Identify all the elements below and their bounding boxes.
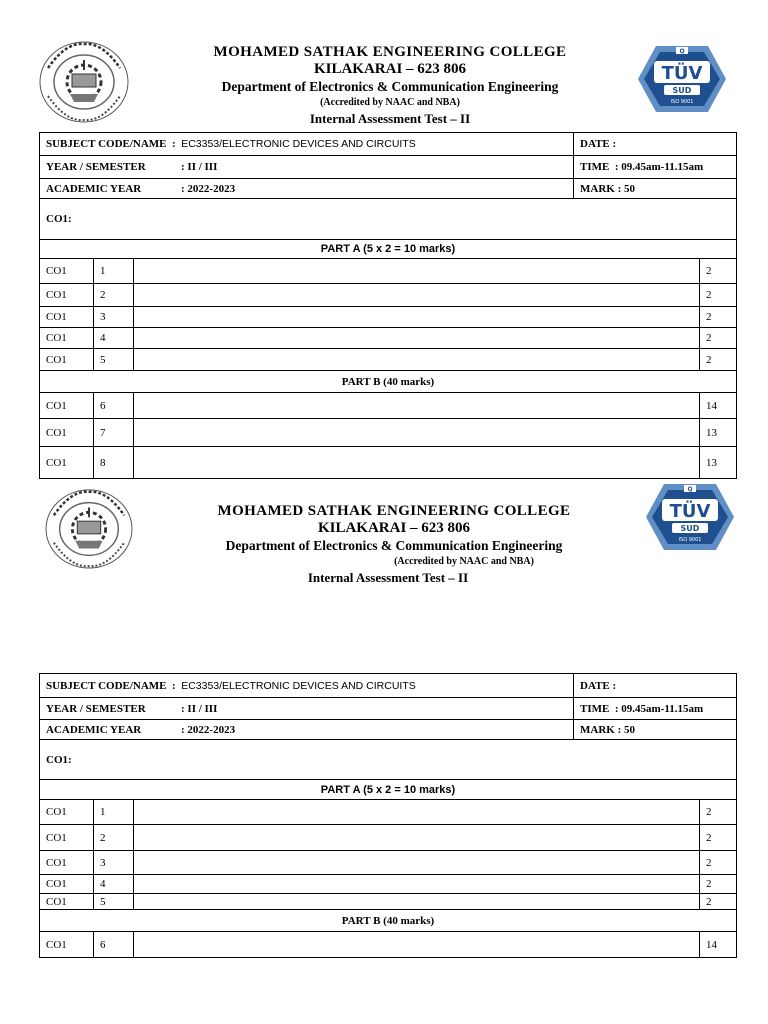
co-code: CO1 [40,307,94,328]
year-label: YEAR / SEMESTER [46,161,146,173]
year-cell [40,156,574,179]
year-label: YEAR / SEMESTER [46,702,146,715]
table-row [40,894,737,910]
table-row [40,419,737,447]
time-value: : 09.45am-11.15am [614,161,704,173]
co-cell: CO1: [40,199,737,240]
question-text [134,932,700,958]
part-a-title: PART A (5 x 2 = 10 marks) [40,780,737,800]
co-code: CO1 [40,932,94,958]
svg-text:ISO 9001: ISO 9001 [670,99,694,105]
question-marks: 2 [700,875,737,894]
question-text [134,419,700,447]
time-label: TIME [580,161,610,173]
date-cell: DATE : [574,674,737,698]
question-number: 6 [94,932,134,958]
question-text [134,284,700,307]
academic-year-label: ACADEMIC YEAR [46,182,142,195]
co-code: CO1 [40,875,94,894]
subject-label: SUBJECT CODE/NAME [46,679,167,692]
question-number: 2 [94,825,134,851]
table-row [40,259,737,284]
co-code: CO1 [40,825,94,851]
question-text [134,875,700,894]
question-number: 2 [94,284,134,307]
subject-sep: : [172,138,176,150]
table-row [40,393,737,419]
co-code: CO1 [40,419,94,447]
academic-year-label: ACADEMIC YEAR [46,723,142,736]
co-code: CO1 [40,328,94,349]
table-row [40,851,737,875]
svg-text:Q: Q [679,48,685,55]
question-number: 3 [94,851,134,875]
question-text [134,393,700,419]
subject-cell [40,674,574,698]
question-number: 8 [94,447,134,479]
svg-text:Q: Q [687,486,693,493]
question-text [134,349,700,371]
table-row [40,328,737,349]
co-code: CO1 [40,284,94,307]
subject-value: EC3353/ELECTRONIC DEVICES AND CIRCUITS [181,679,416,692]
department-name: Department of Electronics & Communication Engineering [225,538,563,553]
question-number: 1 [94,259,134,284]
question-marks: 2 [700,349,737,371]
part-b-title: PART B (40 marks) [40,371,737,393]
co-code: CO1 [40,349,94,371]
academic-year-value: : 2022-2023 [181,723,236,736]
time-label: TIME [580,702,610,715]
question-marks: 2 [700,328,737,349]
subject-sep: : [172,679,176,692]
question-number: 4 [94,875,134,894]
table-row [40,349,737,371]
question-paper-table [39,673,737,958]
question-number: 5 [94,894,134,910]
part-b-title: PART B (40 marks) [40,910,737,932]
svg-text:TÜV: TÜV [661,63,703,84]
college-location: KILAKARAI – 623 806 [313,61,467,77]
time-value: : 09.45am-11.15am [614,702,704,715]
question-text [134,447,700,479]
question-text [134,800,700,825]
table-row [40,447,737,479]
date-cell: DATE : [574,133,737,156]
header-block [194,503,594,586]
co-code: CO1 [40,259,94,284]
college-name: MOHAMED SATHAK ENGINEERING COLLEGE [217,503,571,519]
question-marks: 13 [700,447,737,479]
question-marks: 2 [700,284,737,307]
question-text [134,851,700,875]
co-code: CO1 [40,393,94,419]
test-title: Internal Assessment Test – II [307,570,469,585]
accreditation-note: (Accredited by NAAC and NBA) [320,97,460,108]
table-row [40,800,737,825]
college-name: MOHAMED SATHAK ENGINEERING COLLEGE [213,44,567,60]
academic-year-value: : 2022-2023 [181,182,236,195]
mark-cell: MARK : 50 [574,179,737,199]
academic-year-cell [40,720,574,740]
question-text [134,259,700,284]
college-emblem-logo [42,486,136,570]
table-row [40,284,737,307]
svg-text:SUD: SUD [680,524,700,533]
test-title: Internal Assessment Test – II [309,111,471,126]
subject-cell [40,133,574,156]
co-code: CO1 [40,800,94,825]
subject-label: SUBJECT CODE/NAME [46,138,167,150]
question-marks: 2 [700,825,737,851]
question-paper-table [39,132,737,479]
academic-year-cell [40,179,574,199]
tuv-certification-logo [636,44,728,114]
question-marks: 14 [700,393,737,419]
college-location: KILAKARAI – 623 806 [317,520,471,536]
question-marks: 2 [700,894,737,910]
question-number: 6 [94,393,134,419]
svg-text:TÜV: TÜV [669,501,711,522]
college-emblem-logo [36,38,132,124]
co-code: CO1 [40,447,94,479]
co-code: CO1 [40,851,94,875]
question-marks: 2 [700,851,737,875]
table-row [40,307,737,328]
table-row [40,932,737,958]
svg-text:SUD: SUD [672,86,692,95]
question-text [134,328,700,349]
time-cell [574,156,737,179]
part-a-title: PART A (5 x 2 = 10 marks) [40,240,737,259]
question-number: 1 [94,800,134,825]
time-cell [574,698,737,720]
table-row [40,825,737,851]
year-value: : II / III [181,702,218,715]
subject-value: EC3353/ELECTRONIC DEVICES AND CIRCUITS [181,138,416,150]
co-code: CO1 [40,894,94,910]
tuv-certification-logo [644,482,736,552]
question-marks: 13 [700,419,737,447]
question-marks: 2 [700,800,737,825]
table-row [40,875,737,894]
question-number: 4 [94,328,134,349]
question-text [134,894,700,910]
year-cell [40,698,574,720]
question-number: 7 [94,419,134,447]
question-text [134,825,700,851]
question-number: 5 [94,349,134,371]
year-value: : II / III [181,161,218,173]
question-text [134,307,700,328]
accreditation-note: (Accredited by NAAC and NBA) [394,556,534,567]
header-block [190,44,590,127]
mark-cell: MARK : 50 [574,720,737,740]
question-marks: 14 [700,932,737,958]
question-number: 3 [94,307,134,328]
question-marks: 2 [700,307,737,328]
question-marks: 2 [700,259,737,284]
department-name: Department of Electronics & Communication Engineering [221,79,559,94]
co-cell: CO1: [40,740,737,780]
svg-text:ISO 9001: ISO 9001 [678,537,702,543]
